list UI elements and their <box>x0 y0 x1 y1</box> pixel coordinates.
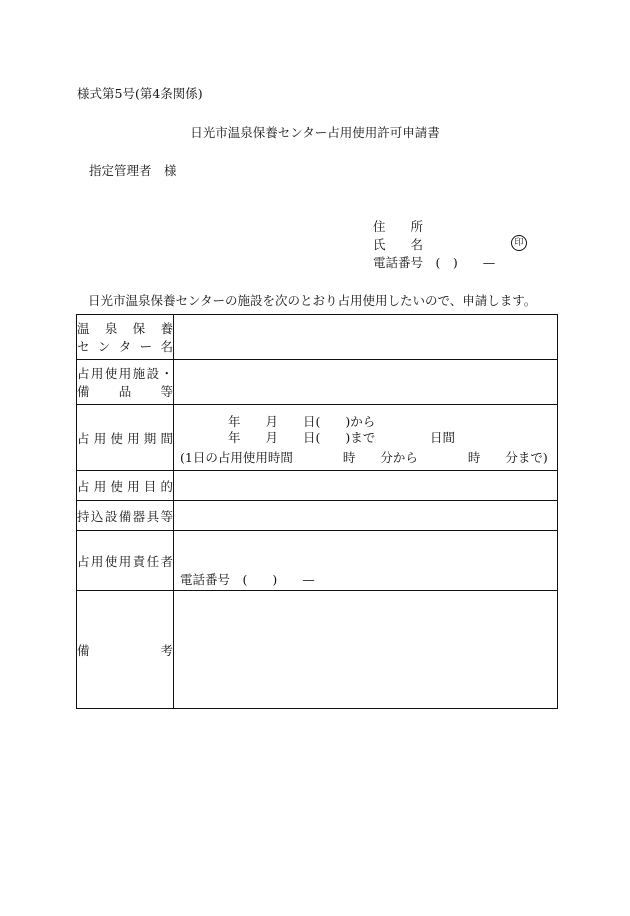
phone-label: 電話番号 ( ) — <box>373 255 496 270</box>
table-row-period <box>77 405 558 471</box>
center-name-label: 温 泉 保 養 セ ン タ ー 名 <box>77 315 174 360</box>
period-from: 年 月 日( )から <box>228 414 376 429</box>
remarks-label: 備考 <box>77 591 174 709</box>
period-value[interactable] <box>174 405 558 471</box>
purpose-value[interactable] <box>174 471 558 501</box>
daily-hours: (1日の占用使用時間 時 分から 時 分まで) <box>180 450 548 465</box>
table-row-remarks <box>77 591 558 709</box>
center-name-value[interactable] <box>174 315 558 360</box>
table-row-facility <box>77 360 558 405</box>
equipment-value[interactable] <box>174 501 558 531</box>
address-label: 住 所 <box>373 219 424 234</box>
applicant-phone-row <box>373 253 533 271</box>
table-row-center-name <box>77 315 558 360</box>
applicant-block <box>373 217 533 271</box>
application-statement: 日光市温泉保養センターの施設を次のとおり占用使用したいので、申請します。 <box>88 293 537 308</box>
seal-mark: 印 <box>511 235 527 251</box>
facility-label: 占用使用施設・ 備 品 等 <box>77 360 174 405</box>
table-row-responsible <box>77 531 558 591</box>
remarks-value[interactable] <box>174 591 558 709</box>
form-number: 様式第5号(第4条関係) <box>77 86 203 101</box>
document-title: 日光市温泉保養センター占用使用許可申請書 <box>190 125 440 140</box>
name-label: 氏 名 <box>373 237 424 252</box>
table-row-purpose <box>77 471 558 501</box>
responsible-phone: 電話番号 ( ) — <box>180 572 315 587</box>
period-days: 日間 <box>430 430 456 445</box>
responsible-value[interactable] <box>174 531 558 591</box>
application-table <box>76 314 558 709</box>
purpose-label: 占用使用目的 <box>77 471 174 501</box>
period-label: 占用使用期間 <box>77 405 174 471</box>
addressee: 指定管理者 様 <box>89 163 177 178</box>
applicant-name-row <box>373 235 533 253</box>
equipment-label: 持込設備器具等 <box>77 501 174 531</box>
period-to: 年 月 日( )まで <box>228 430 376 445</box>
responsible-label: 占用使用責任者 <box>77 531 174 591</box>
applicant-address-row <box>373 217 533 235</box>
table-row-equipment <box>77 501 558 531</box>
facility-value[interactable] <box>174 360 558 405</box>
